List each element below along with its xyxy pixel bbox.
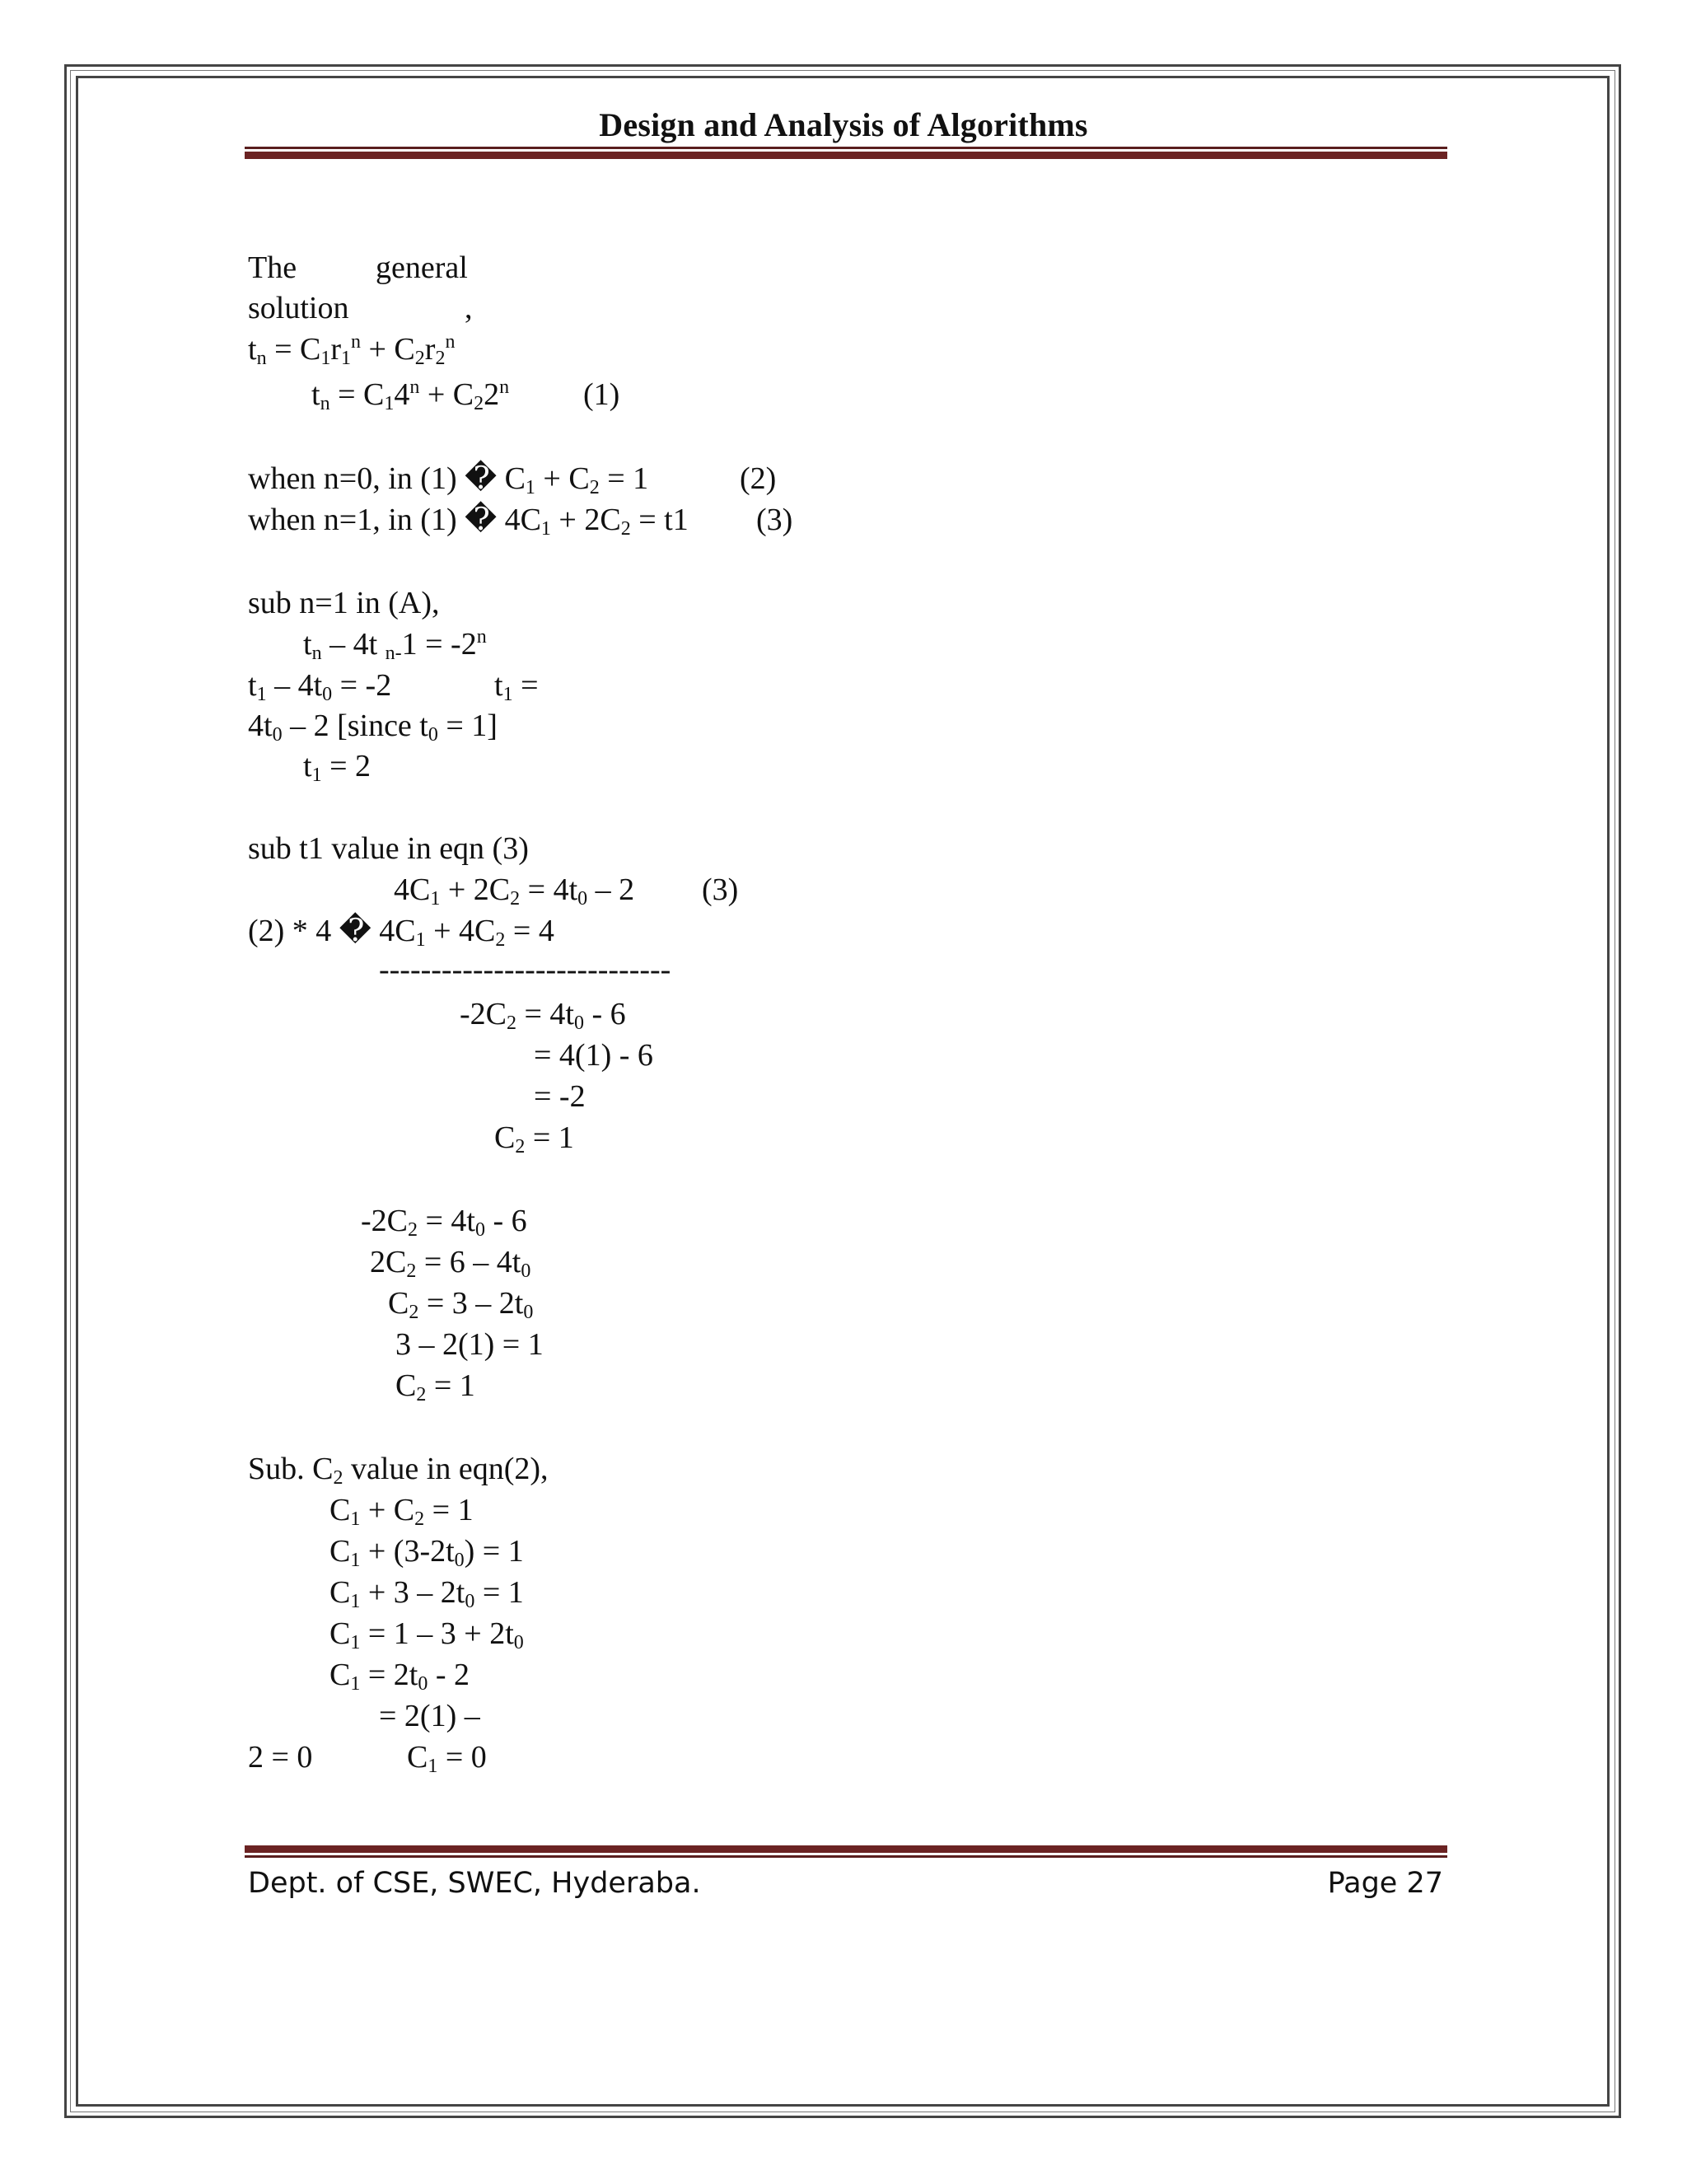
equation-line: (2) * 4 � $4C_1 + 4C_2 = 4$ [248, 914, 554, 951]
equation-line: $4C_1 + 2C_2 = 4t_0 - 2$ [394, 872, 635, 910]
equation-line: $t_1$ = [494, 668, 539, 705]
equation-line: Sub. $C_2$ value in eqn(2), [248, 1452, 549, 1489]
equation-line: $C_2 = 3 - 2t_0$ [388, 1286, 534, 1323]
equation-number: (1) [583, 377, 620, 412]
footer-department: Dept. of CSE, SWEC, Hyderaba. [248, 1867, 701, 1900]
equation-line: $C_2 = 1$ [494, 1120, 574, 1157]
equation-line: $C_1 = 2t_0 - 2$ [329, 1658, 470, 1695]
equation-number: (3) [702, 872, 739, 907]
text-line: , [465, 291, 473, 325]
equation-line: $C_1 = 1 - 3 + 2t_0$ [329, 1616, 524, 1653]
equation-line: $-2C_2 = 4t_0 - 6$ [460, 997, 626, 1034]
equation-line: $C_1 + 3 - 2t_0 = 1$ [329, 1575, 524, 1612]
equation-line: = 4(1) - 6 [534, 1038, 653, 1073]
equation-line: 2 = 0 [248, 1740, 313, 1775]
equation-line: = 2(1) – [379, 1699, 480, 1733]
text-line: sub n=1 in (A), [248, 586, 440, 620]
equation-number: (2) [740, 461, 777, 496]
equation-line: $-2C_2 = 4t_0 - 6$ [361, 1204, 527, 1241]
equation-line: $t_n = C_1r_1^n + C_2r_2^n$ [248, 331, 456, 369]
footer-page-number: Page 27 [1327, 1867, 1443, 1900]
text-line: solution [248, 291, 349, 325]
equation-line: $C_2 = 1$ [395, 1368, 475, 1405]
equation-number: (3) [756, 503, 793, 537]
page-border-inner [76, 76, 1610, 2107]
separator-dashes: ---------------------------- [379, 952, 671, 987]
equation-line: 3 – 2(1) = 1 [395, 1327, 544, 1362]
equation-line: when n=0, in (1) � $C_1 + C_2 = 1$ [248, 461, 649, 498]
text-line: sub t1 value in eqn (3) [248, 831, 529, 866]
footer-rule [245, 1845, 1447, 1858]
equation-line: $t_1 - 4t_0 = -2$ [248, 668, 392, 705]
equation-line: when n=1, in (1) � $4C_1 + 2C_2 = t1$ [248, 503, 689, 540]
equation-line: $C_1 = 0$ [407, 1740, 487, 1777]
equation-line: $t_1 = 2$ [303, 749, 371, 786]
equation-line: = -2 [534, 1079, 586, 1114]
equation-line: $t_n - 4t$ $_{n-}1 = -2^n$ [303, 626, 487, 664]
equation-line: $C_1 + C_2 = 1$ [329, 1493, 474, 1530]
equation-line: $2C_2 = 6 - 4t_0$ [370, 1245, 531, 1282]
equation-line: $4t_0 - 2$ [since $t_0 = 1$] [248, 709, 498, 746]
equation-line: $C_1 + (3-2t_0) = 1$ [329, 1534, 524, 1571]
text-line: general [376, 250, 468, 285]
page-header-title: Design and Analysis of Algorithms [599, 106, 1088, 143]
header-rule [245, 147, 1447, 159]
equation-line: $t_n = C_14^n + C_22^n$ [311, 376, 510, 414]
text-line: The [248, 250, 297, 285]
